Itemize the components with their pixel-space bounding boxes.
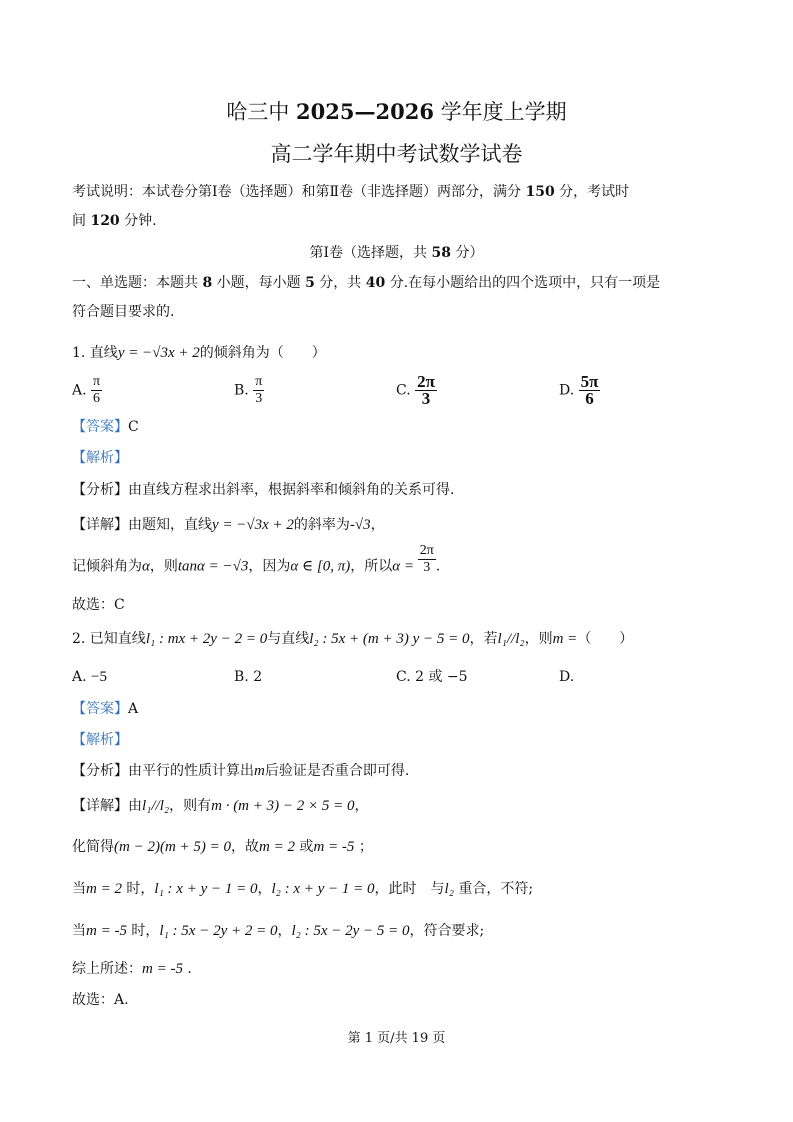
q1-equation: y = −√3x + 2 <box>117 345 200 361</box>
q1-option-a-fraction: $\frac{\pi}{6}$ <box>93 374 101 406</box>
q2-stem: 2. 已知直线l₁ : mx + 2y − 2 = 0与直线l₂ : 5x + (m + 3) y − 5 = 0，若l₁//l₂，则m =（ ） <box>72 631 634 647</box>
q2-option-b: B. 2 <box>234 669 263 685</box>
exam-title-line1: 哈三中 2025—2026 学年度上学期 <box>226 99 567 124</box>
q1-analysis-tag: 【解析】 <box>72 450 128 466</box>
q1-stem: 1. 直线y = −√3x + 2的倾斜角为（ ） <box>72 345 326 361</box>
q1-option-a: A. $\frac{\pi}{6}$ <box>72 374 101 406</box>
q1-xiangjie-line2: 记倾斜角为α，则tanα = −√3，因为α ∈ [0, π)，所以α = $\frac{2\pi}{3}$ . <box>72 543 441 575</box>
q2-fenxi: 【分析】由平行的性质计算出m后验证是否重合即可得. <box>72 763 410 779</box>
q1-answer: 【答案】C <box>72 419 139 435</box>
q1-result-fraction: $\frac{2\pi}{3}$ <box>419 543 434 575</box>
instructions-line2: 间 120 分钟. <box>72 213 157 229</box>
page-number: 第 1 页/共 19 页 <box>347 1031 446 1046</box>
q2-xiangjie-line4: 当m = -5 时，l₁ : 5x − 2y + 2 = 0，l₂ : 5x − 2y − 5 = 0，符合要求; <box>72 923 485 939</box>
q2-option-a: A. −5 <box>72 669 107 685</box>
q1-option-c: C. $\frac{2\pi}{3}$ <box>396 372 435 408</box>
q2-conclusion: 故选：A. <box>72 992 129 1008</box>
q1-conclusion: 故选：C <box>72 597 125 613</box>
q2-xiangjie: 【详解】由l₁//l₂，则有m · (m + 3) − 2 × 5 = 0， <box>72 798 369 814</box>
q1-fenxi: 【分析】由直线方程求出斜率，根据斜率和倾斜角的关系可得. <box>72 482 455 498</box>
section-description-line2: 符合题目要求的. <box>72 304 175 320</box>
q2-xiangjie-line3: 当m = 2 时，l₁ : x + y − 1 = 0，l₂ : x + y − 1 = 0，此时 与l₂ 重合，不符; <box>72 881 534 897</box>
exam-title-line2: 高二学年期中考试数学试卷 <box>270 142 523 166</box>
q2-answer: 【答案】A <box>72 701 139 717</box>
q2-xiangjie-line2: 化简得(m − 2)(m + 5) = 0，故m = 2 或m = -5 ； <box>72 839 373 855</box>
q2-option-d: D. <box>559 669 575 685</box>
q1-option-b: B. $\frac{\pi}{3}$ <box>234 374 263 406</box>
q1-option-d: D. $\frac{5\pi}{6}$ <box>559 372 599 408</box>
q1-xiangjie: 【详解】由题知，直线y = −√3x + 2的斜率为-√3， <box>72 517 385 533</box>
q2-option-c: C. 2 或 −5 <box>396 669 468 685</box>
section-description-line1: 一、单选题：本题共 8 小题，每小题 5 分，共 40 分.在每小题给出的四个选项中，只有一项是 <box>72 275 661 291</box>
q1-option-d-fraction: $\frac{5\pi}{6}$ <box>580 372 599 408</box>
q1-option-b-fraction: $\frac{\pi}{3}$ <box>255 374 263 406</box>
instructions-line1: 考试说明：本试卷分第Ⅰ卷（选择题）和第Ⅱ卷（非选择题）两部分，满分 150 分，考试时 <box>72 184 630 200</box>
section-heading: 第Ⅰ卷（选择题，共 58 分） <box>309 245 484 261</box>
q1-option-c-fraction: $\frac{2\pi}{3}$ <box>417 372 435 408</box>
q2-analysis-tag: 【解析】 <box>72 732 128 748</box>
q2-xiangjie-line5: 综上所述：m = -5 . <box>72 961 192 977</box>
